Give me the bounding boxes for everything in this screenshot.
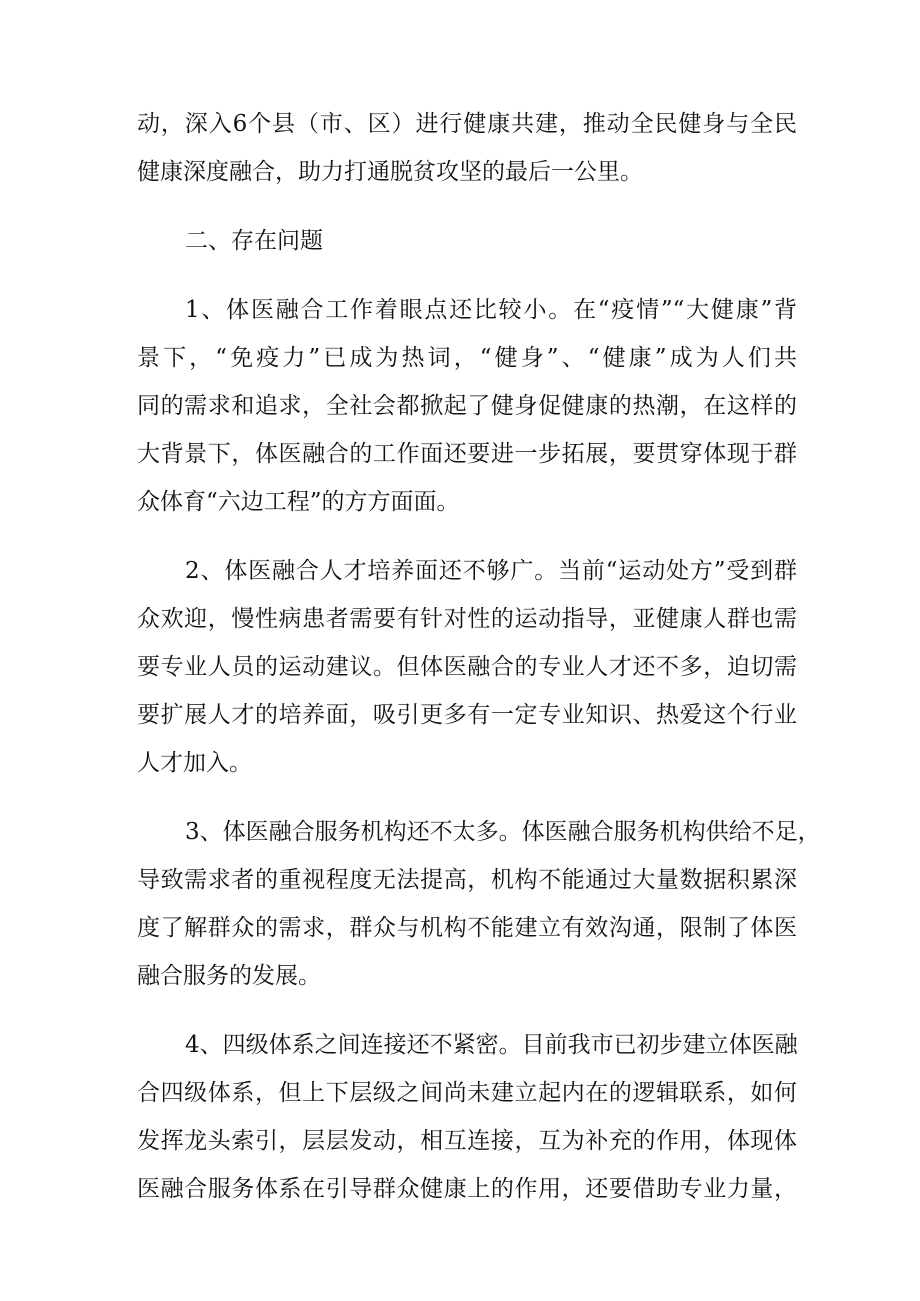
paragraph-problem-3: [137, 808, 821, 1000]
text-line: 2、体医融合人才培养面还不够广。当前“运动处方”受到群: [185, 558, 797, 584]
text-line: 1、体医融合工作着眼点还比较小。在“疫情”“大健康”背: [185, 297, 797, 323]
text-line: 众体育“六边工程”的方方面面。: [137, 489, 460, 515]
text-line: 发挥龙头索引，层层发动，相互连接，互为补充的作用，体现体: [137, 1128, 797, 1154]
paragraph-problem-1: [137, 286, 797, 526]
text-line: 同的需求和追求，全社会都掀起了健身促健康的热潮，在这样的: [137, 393, 797, 419]
text-line: 人才加入。: [137, 750, 252, 776]
paragraph-problem-2: [137, 547, 797, 787]
section-heading: 二、存在问题: [185, 228, 323, 254]
text-line: 要扩展人才的培养面，吸引更多有一定专业知识、热爱这个行业: [137, 702, 797, 728]
text-line: 融合服务的发展。: [137, 963, 321, 989]
text-line: 4、四级体系之间连接还不紧密。目前我市已初步建立体医融: [185, 1032, 798, 1058]
paragraph-problem-4: [137, 1021, 797, 1213]
text-line: 医融合服务体系在引导群众健康上的作用，还要借助专业力量，: [137, 1176, 797, 1202]
paragraph-intro-continuation: [137, 100, 797, 196]
text-line: 度了解群众的需求，群众与机构不能建立有效沟通，限制了体医: [137, 915, 797, 941]
text-line: 大背景下，体医融合的工作面还要进一步拓展，要贯穿体现于群: [137, 441, 797, 467]
document-page: [137, 100, 821, 1213]
text-line: 景下，“免疫力”已成为热词，“健身”、“健康”成为人们共: [137, 345, 797, 371]
text-line: 健康深度融合，助力打通脱贫攻坚的最后一公里。: [137, 159, 643, 185]
text-line: 要专业人员的运动建议。但体医融合的专业人才还不多，迫切需: [137, 654, 797, 680]
text-line: 合四级体系，但上下层级之间尚未建立起内在的逻辑联系，如何: [137, 1080, 797, 1106]
text-line: 众欢迎，慢性病患者需要有针对性的运动指导，亚健康人群也需: [137, 606, 797, 632]
text-line: 动，深入6个县（市、区）进行健康共建，推动全民健身与全民: [137, 111, 797, 137]
text-line: 3、体医融合服务机构还不太多。体医融合服务机构供给不足，: [185, 819, 821, 845]
text-line: 导致需求者的重视程度无法提高，机构不能通过大量数据积累深: [137, 867, 797, 893]
